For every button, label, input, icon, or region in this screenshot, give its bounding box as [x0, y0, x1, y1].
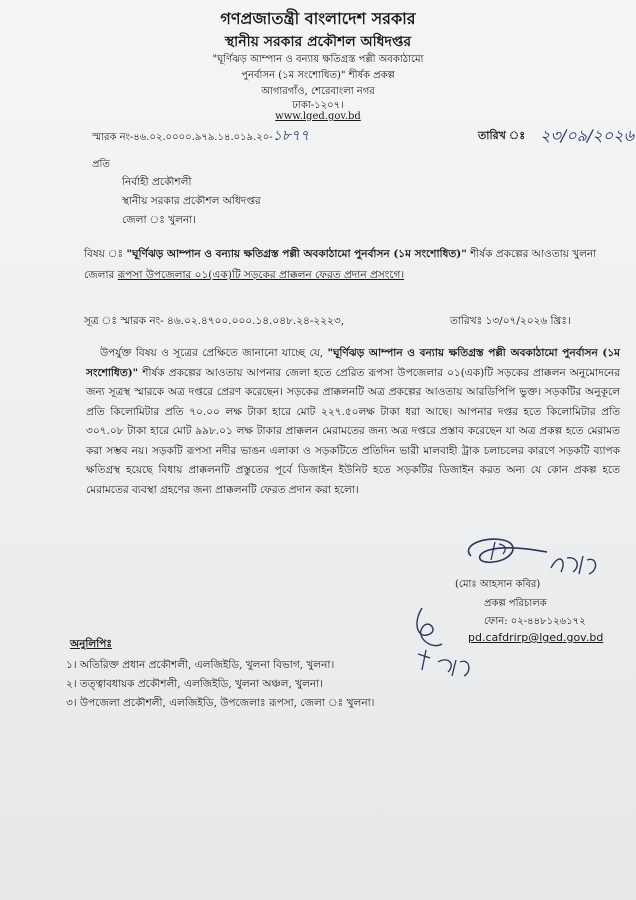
date-handwritten: ২৩/০৯/২০২৬ — [540, 126, 634, 145]
subject-project: "ঘূর্ণিঝড় আম্পান ও বন্যায় ক্ষতিগ্রস্ত পল্লী অবকাঠামো পুনর্বাসন (১ম সংশোধিত)" — [126, 248, 467, 260]
copies-heading: অনুলিপিঃ — [70, 638, 112, 650]
reference-date: তারিখঃ ১৩/০৭/২০২৬ খ্রিঃ। — [450, 315, 571, 327]
address-line-2: ঢাকা-১২০৭। — [292, 100, 344, 111]
signatory-name: (মোঃ আহসান কবির) — [455, 579, 541, 590]
memo-number-printed: স্মারক নং-৪৬.০২.০০০০.৯৭৯.১৪.০১৯.২০- — [92, 132, 273, 143]
project-name-line-1: "ঘূর্ণিঝড় আম্পান ও বন্যায় ক্ষতিগ্রস্ত পল্লী অবকাঠামো — [212, 54, 424, 65]
copy-recipient-3: ৩। উপজেলা প্রকৌশলী, এলজিইডি, উপজেলাঃ রূপসা, জেলা ঃ খুলনা। — [66, 697, 375, 709]
subject-text-2: রূপসা উপজেলার ০১(এক)টি সড়কের প্রাক্কলন ফেরত প্রদান প্রসংগে। — [117, 269, 405, 281]
department-name: স্থানীয় সরকার প্রকৌশল অধিদপ্তর — [224, 34, 412, 50]
recipient-office: স্থানীয় সরকার প্রকৌশল অধিদপ্তর — [122, 195, 261, 207]
reference-memo: সূত্র ঃ স্মারক নং- ৪৬.০২.৪৭০০.০০০.১৪.০৪৮.২৪-২২২৩, — [84, 315, 345, 327]
subject-label: বিষয় ঃ — [84, 248, 124, 260]
website-link[interactable]: www.lged.gov.bd — [275, 111, 361, 122]
project-name-line-2: পুনর্বাসন (১ম সংশোধিত)" শীর্ষক প্রকল্প — [241, 70, 395, 81]
address-line-1: আগারগাঁও, শেরেবাংলা নগর — [261, 86, 375, 97]
recipient-label: প্রতি — [92, 159, 110, 170]
government-title: গণপ্রজাতন্ত্রী বাংলাদেশ সরকার — [220, 9, 416, 28]
copy-recipient-2: ২। তত্ত্বাবধায়ক প্রকৌশলী, এলজিইডি, খুলনা অঞ্চল, খুলনা। — [66, 678, 323, 690]
body-text: শীর্ষক প্রকল্পের আওতায় আপনার জেলা হতে প্রেরিত রূপসা উপজেলার ০১(এক)টি সড়কের প্রাক্কলন অনুমোদনের জন্য সূত্রস্থ স্মারকে অত্র দপ্তরে প্রেরণ করেছেন। সড়কের প্রাক্কলনটি অত্র প্রকল্পের আওতায় আরডিপিপি ভুক্ত। সড়কটির অনুকূলে প্রতি কিলোমিটার প্রতি ৭০.০০ লক্ষ টাকা হারে মোট ২২৭.৫০লক্ষ টাকা ধরা আছে। আপনার দপ্তর হতে কিলোমিটার প্রতি ৩০৭.০৮ টাকা হারে মোট ৯৯৮.০১ লক্ষ টাকার প্রাক্কলন মেরামতের জন্য অত্র দপ্তরে প্রস্তাব করেছেন যা অত্র প্রকল্প হতে মেরামত করা সম্ভব নয়। সড়কটি রূপসা নদীর ভাঙন এলাকা ও সড়কটিতে প্রতিদিন ভারী মালবাহী ট্রাক চলাচলের কারণে সড়কটি ব্যাপক ক্ষতিগ্রস্থ হয়েছে বিধায় প্রাক্কলনটি প্রস্তুতের পূর্বে ডিজাইন ইউনিট হতে সড়কটির ডিজাইন করত অন্য যে কোন প্রকল্প হতে মেরামতের ব্যবস্থা গ্রহণের জন্য প্রাক্কলনটি ফেরত প্রদান করা হলো। — [86, 366, 621, 496]
body-project-name: "ঘূর্ণিঝড় আম্পান ও বন্যায় ক্ষতিগ্রস্ত পল্লী অবকাঠামো পুনর্বাসন (১ম সংশোধিত)" — [86, 347, 620, 379]
body-intro: উপর্যুক্ত বিষয় ও সূত্রের প্রেক্ষিতে জানানো যাচ্ছে যে, — [100, 347, 324, 359]
memo-number-handwritten: ১৮৭৭ — [272, 128, 310, 144]
subject-text-1: শীর্ষক প্রকল্পের আওতায় খুলনা জেলার — [84, 248, 597, 281]
letter-body — [86, 344, 620, 500]
date-label: তারিখ ঃ — [478, 129, 526, 142]
subject-block — [84, 244, 614, 286]
signatory-email[interactable]: pd.cafdrirp@lged.gov.bd — [468, 631, 604, 644]
initial-scribble — [408, 604, 478, 684]
memo-number — [92, 124, 309, 148]
signatory-designation: প্রকল্প পরিচালক — [484, 598, 547, 609]
recipient-district: জেলা ঃ খুলনা। — [122, 214, 196, 226]
recipient-designation: নির্বাহী প্রকৌশলী — [122, 176, 192, 188]
copy-recipient-1: ১। অতিরিক্ত প্রধান প্রকৌশলী, এলজিইডি, খুলনা বিভাগ, খুলনা। — [66, 659, 335, 671]
signatory-phone: ফোন: ০২-৪৪৮১২৬১৭২ — [484, 616, 586, 627]
